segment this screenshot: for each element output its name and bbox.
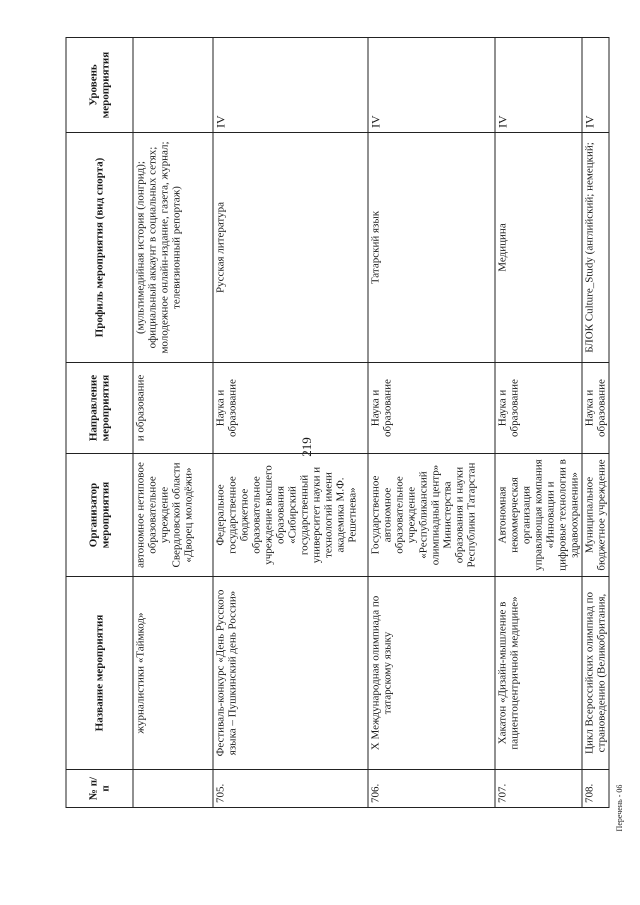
cell-organizer: Федеральное государственное бюджетное образовательное учреждение высшего образования «Сибирский государственный университет науки и технологий имени академика М.Ф. Решетнева» — [213, 454, 368, 577]
cell-profile: БЛОК Culture_Study (английский; немецкий; — [582, 133, 609, 363]
cell-num — [133, 770, 213, 808]
cell-direction: Наука и образование — [368, 363, 495, 454]
cell-num: 707. — [495, 770, 582, 808]
cell-level: IV — [368, 38, 495, 133]
cell-profile: Медицина — [495, 133, 582, 363]
header-name: Название мероприятия — [66, 577, 133, 770]
cell-level: IV — [213, 38, 368, 133]
cell-profile: (мультимедийная история (лонгрид); официальный аккаунт в социальных сетях; молодежное онлайн-издание, газета, журнал; телевизионный репортаж) — [133, 133, 213, 363]
cell-organizer: Муниципальное бюджетное учреждение — [582, 454, 609, 577]
cell-profile: Татарский язык — [368, 133, 495, 363]
cell-organizer: автономное нетиповое образовательное учреждение Свердловской области «Дворец молодёжи» — [133, 454, 213, 577]
cell-num: 705. — [213, 770, 368, 808]
cell-level — [133, 38, 213, 133]
events-table-container — [66, 38, 608, 808]
cell-direction: и образование — [133, 363, 213, 454]
cell-name: Цикл Всероссийских олимпиад по страноведению (Великобритания, — [582, 577, 609, 770]
cell-name: Фестиваль-конкурс «День Русского языка – Пушкинский день России» — [213, 577, 368, 770]
page-number: 219 — [299, 437, 314, 457]
header-organizer: Организатор мероприятия — [66, 454, 133, 577]
header-level: Уровень мероприятия — [66, 38, 133, 133]
table-row — [582, 38, 609, 808]
cell-organizer: Государственное автономное образовательное учреждение «Республиканский олимпиадный центр» Министерства образования и науки Республики Татарстан — [368, 454, 495, 577]
cell-num: 706. — [368, 770, 495, 808]
cell-num: 708. — [582, 770, 609, 808]
cell-direction: Наука и образование — [495, 363, 582, 454]
table-row — [495, 38, 582, 808]
cell-name: Хакатон «Дизайн-мышление в пациентоцентричной медицине» — [495, 577, 582, 770]
header-profile: Профиль мероприятия (вид спорта) — [66, 133, 133, 363]
table-row — [368, 38, 495, 808]
cell-level: IV — [582, 38, 609, 133]
cell-direction: Наука и образование — [213, 363, 368, 454]
table-row — [133, 38, 213, 808]
header-direction: Направление мероприятия — [66, 363, 133, 454]
document-code: Перечень - 06 — [615, 784, 624, 832]
cell-profile: Русская литература — [213, 133, 368, 363]
cell-organizer: Автономная некоммерческая организация управляющая компания «Инновации и цифровые технологии в здравоохранении» — [495, 454, 582, 577]
table-header-row — [66, 38, 133, 808]
cell-name: X Международная олимпиада по татарскому языку — [368, 577, 495, 770]
cell-name: журналистики «Таймкод» — [133, 577, 213, 770]
cell-level: IV — [495, 38, 582, 133]
header-num: № п/п — [66, 770, 133, 808]
events-table — [66, 37, 610, 808]
cell-direction: Наука и образование — [582, 363, 609, 454]
table-row — [213, 38, 368, 808]
